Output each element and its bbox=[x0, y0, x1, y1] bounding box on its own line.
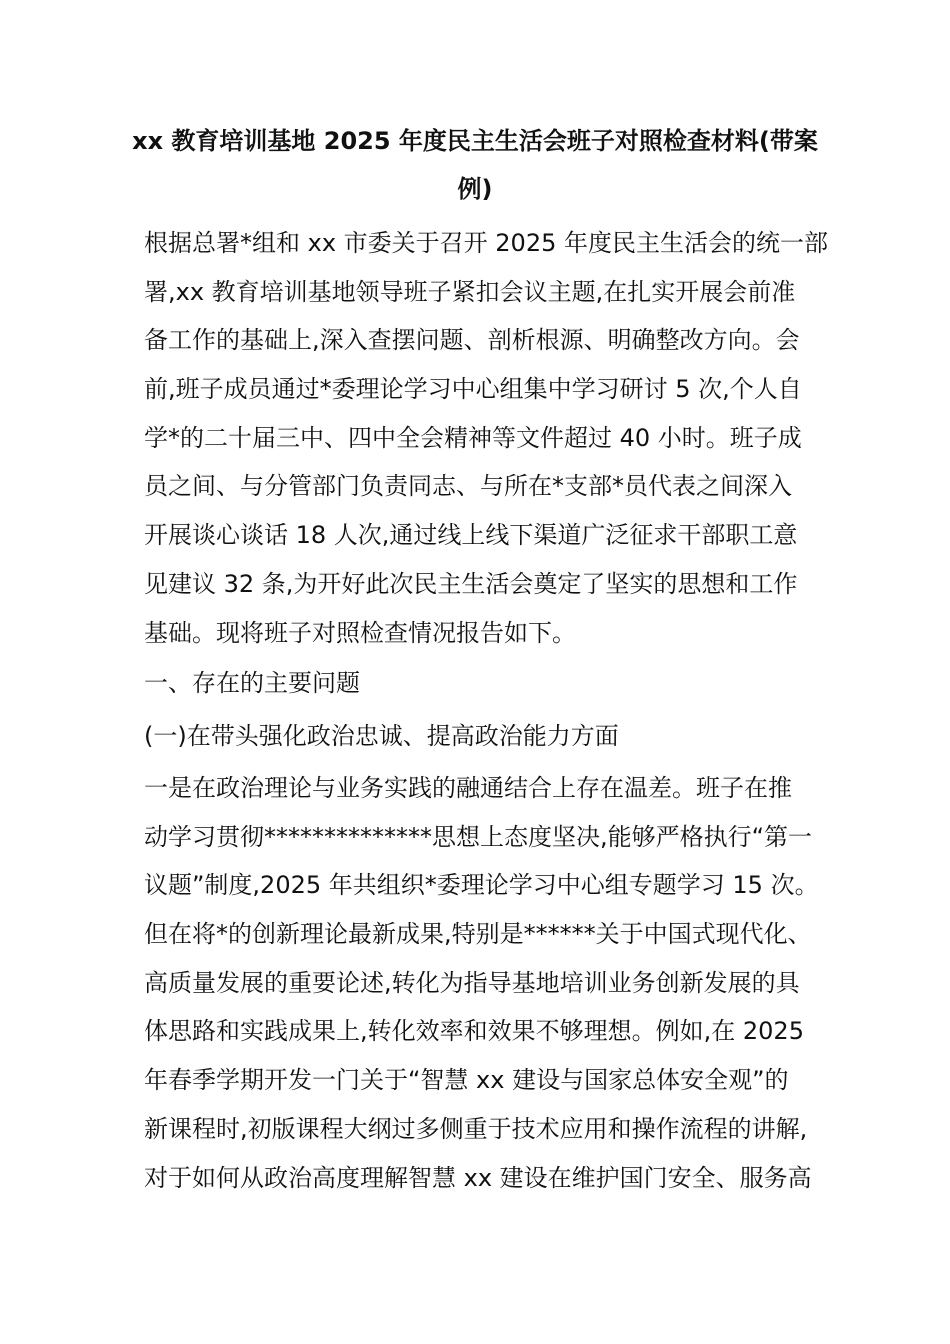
body-line: 议题”制度,2025 年共组织*委理论学习中心组专题学习 15 次。 bbox=[144, 871, 819, 899]
body-line: 学*的二十届三中、四中全会精神等文件超过 40 小时。班子成 bbox=[144, 424, 802, 452]
document-title-line-2: 例) bbox=[457, 175, 493, 203]
body-line: 但在将*的创新理论最新成果,特别是******关于中国式现代化、 bbox=[144, 920, 812, 948]
body-line: 新课程时,初版课程大纲过多侧重于技术应用和操作流程的讲解, bbox=[144, 1115, 808, 1143]
body-line: 对于如何从政治高度理解智慧 xx 建设在维护国门安全、服务高 bbox=[144, 1164, 812, 1192]
body-line: 高质量发展的重要论述,转化为指导基地培训业务创新发展的具 bbox=[144, 969, 800, 997]
section-heading: 一、存在的主要问题 bbox=[144, 669, 360, 697]
body-line: 根据总署*组和 xx 市委关于召开 2025 年度民主生活会的统一部 bbox=[144, 229, 828, 257]
body-line: 动学习贯彻**************思想上态度坚决,能够严格执行“第一 bbox=[144, 823, 813, 851]
body-line: 年春季学期开发一门关于“智慧 xx 建设与国家总体安全观”的 bbox=[144, 1066, 789, 1094]
body-line: 开展谈心谈话 18 人次,通过线上线下渠道广泛征求干部职工意 bbox=[144, 521, 798, 549]
body-line: 基础。现将班子对照检查情况报告如下。 bbox=[144, 619, 576, 647]
body-line: 员之间、与分管部门负责同志、与所在*支部*员代表之间深入 bbox=[144, 472, 792, 500]
document-title-line-1: xx 教育培训基地 2025 年度民主生活会班子对照检查材料(带案 bbox=[132, 127, 818, 155]
body-line: 体思路和实践成果上,转化效率和效果不够理想。例如,在 2025 bbox=[144, 1017, 804, 1045]
body-line: 备工作的基础上,深入查摆问题、剖析根源、明确整改方向。会 bbox=[144, 326, 800, 354]
body-line: 署,xx 教育培训基地领导班子紧扣会议主题,在扎实开展会前准 bbox=[144, 278, 796, 306]
body-line: 一是在政治理论与业务实践的融通结合上存在温差。班子在推 bbox=[144, 774, 792, 802]
subsection-heading: (一)在带头强化政治忠诚、提高政治能力方面 bbox=[144, 722, 619, 750]
body-line: 前,班子成员通过*委理论学习中心组集中学习研讨 5 次,个人自 bbox=[144, 375, 802, 403]
body-line: 见建议 32 条,为开好此次民主生活会奠定了坚实的思想和工作 bbox=[144, 570, 798, 598]
